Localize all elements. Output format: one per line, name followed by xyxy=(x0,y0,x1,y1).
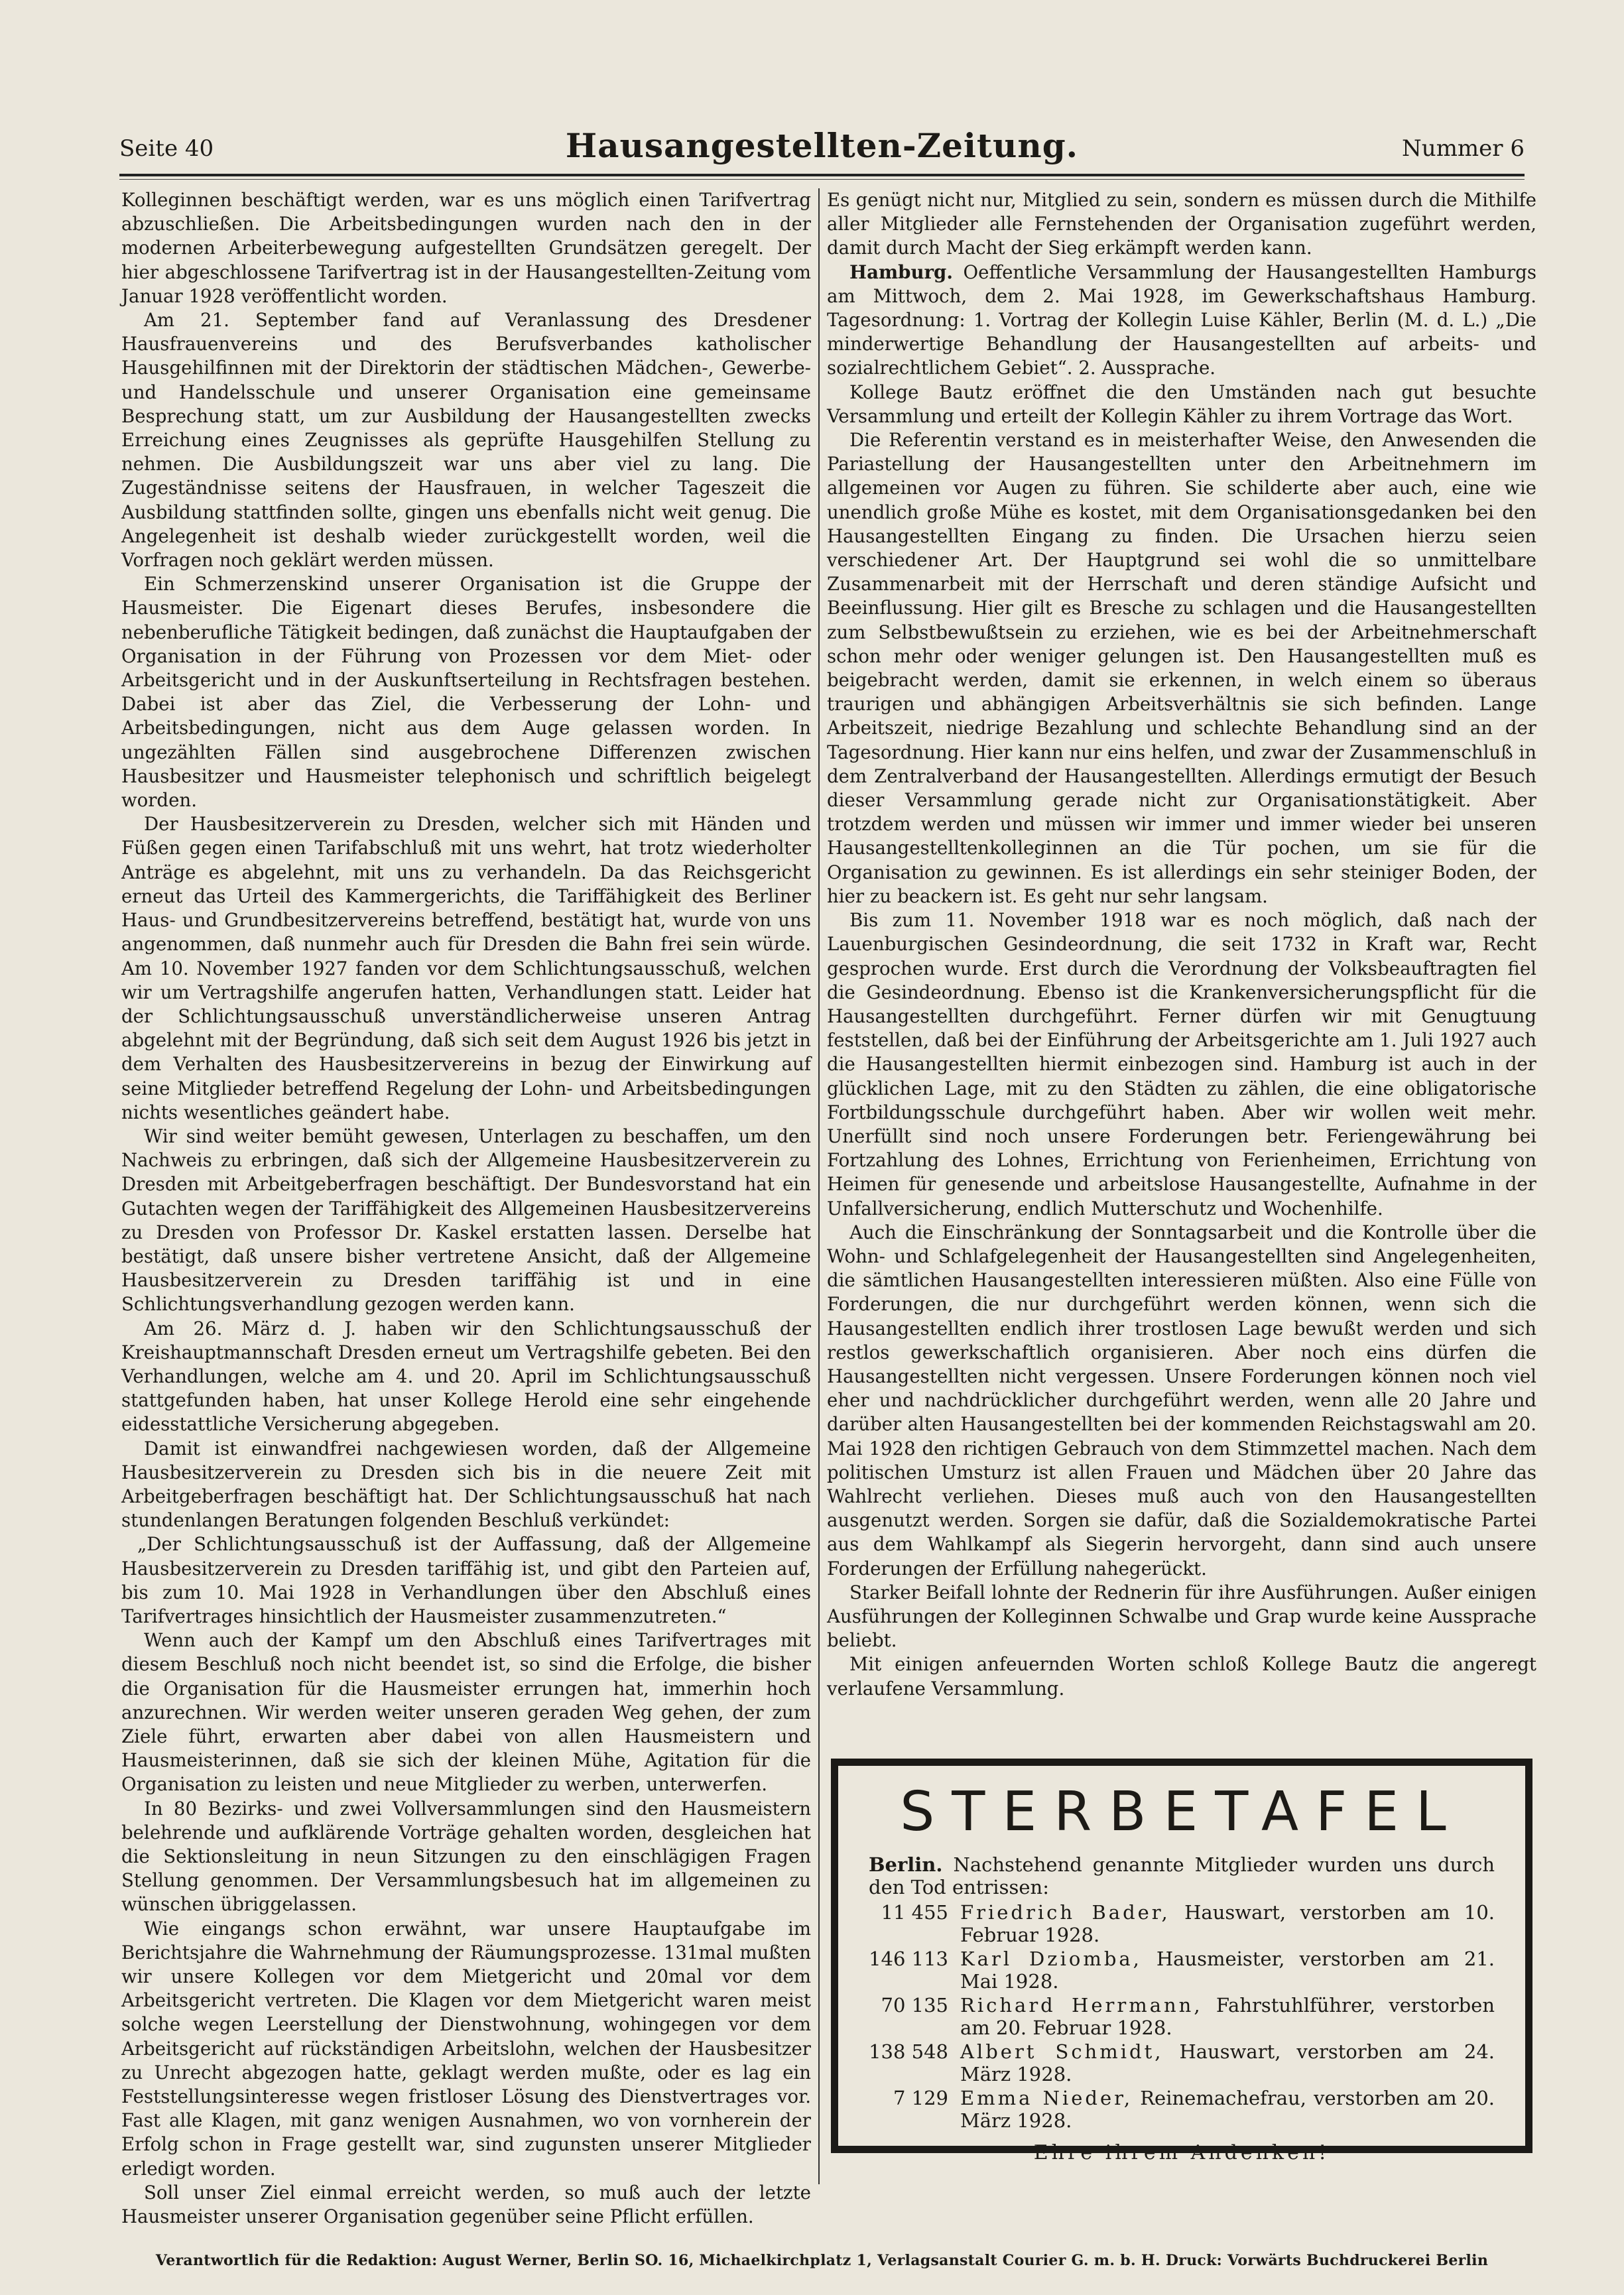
paragraph: Es genügt nicht nur, Mitglied zu sein, sondern es müssen durch die Mithilfe aller Mitglieder alle Fernstehenden der Organisation zugeführt werden, damit durch Macht der Sieg erkämpft werden kann. xyxy=(827,189,1536,259)
obituary-entry xyxy=(869,2040,1495,2085)
paragraph: Starker Beifall lohnte der Rednerin für ihre Ausführungen. Außer einigen Ausführungen der Kolleginnen Schwalbe und Grap wurde keine Aussprache beliebt. xyxy=(827,1581,1536,1652)
paragraph: Wenn auch der Kampf um den Abschluß eines Tarifvertrages mit diesem Beschluß noch nicht beendet ist, so sind die Erfolge, die bisher die Organisation für die Hausmeister errungen hat, immerhin hoch anzurechnen. Wir werden weiter unseren geraden Weg gehen, der zum Ziele führt, erwarten aber dabei von allen Hausmeistern und Hausmeisterinnen, daß sie sich der kleinen Mühe, Agitation für die Organisation zu leisten und neue Mitglieder zu werben, unterwerfen. xyxy=(121,1629,811,1796)
paragraph: Die Referentin verstand es in meisterhafter Weise, den Anwesenden die Pariastellung der Hausangestellten unter den Arbeitnehmern im allgemeinen vor Augen zu führen. Sie schilderte aber auch, eine wie unendlich große Mühe es kostet, mit dem Organisationsgedanken bei den Hausangestellten Eingang zu finden. Die Ursachen hierzu seien verschiedener Art. Der Hauptgrund sei wohl die so unmittelbare Zusammenarbeit mit der Herrschaft und deren ständige Aufsicht und Beeinflussung. Hier gilt es Bresche zu schlagen und die Hausangestellten zum Selbstbewußtsein zu erziehen, wie es bei der Arbeitnehmerschaft schon mehr oder weniger gelungen ist. Den Hausangestellten muß es beigebracht werden, damit sie erkennen, in welch einem so überaus traurigen und abhängigen Arbeitsverhältnis sie sich befinden. Lange Arbeitszeit, niedrige Bezahlung und schlechte Behandlung sind an der Tagesordnung. Hier kann nur eins helfen, und zwar der Zusammenschluß in dem Zentralverband der Hausangestellten. Allerdings ermutigt der Besuch dieser Versammlung gerade nicht zur Organisationstätigkeit. Aber trotzdem werden und müssen wir immer und immer wieder bei unseren Hausangestelltenkolleginnen an die Tür pochen, um sie für die Organisation zu gewinnen. Es ist allerdings ein sehr steiniger Boden, der hier zu beackern ist. Es geht nur sehr langsam. xyxy=(827,429,1536,907)
member-number: 11 455 xyxy=(881,1901,948,1924)
imprint-footer: Verantwortlich für die Redaktion: August Werner, Berlin SO. 16, Michaelkirchplatz 1, Verlagsanstalt Courier G. m. b. H. Druck: Vorwärts Buchdruckerei Berlin xyxy=(155,2252,1489,2269)
paragraph: Auch die Einschränkung der Sonntagsarbeit und die Kontrolle über die Wohn- und Schlafgelegenheit der Hausangestellten sind Angelegenheiten, die sämtlichen Hausangestellten interessieren müßten. Also eine Fülle von Forderungen, die nur durchgeführt werden können, wenn sich die Hausangestellten endlich ihrer trostlosen Lage bewußt werden und sich restlos gewerkschaftlich organisieren. Aber noch eins dürfen die Hausangestellten nicht vergessen. Unsere Forderungen können noch viel eher und nachdrücklicher durchgeführt werden, wenn alle 20 Jahre und darüber alten Hausangestellten bei der kommenden Reichstagswahl am 20. Mai 1928 den richtigen Gebrauch von dem Stimmzettel machen. Nach dem politischen Umsturz ist allen Frauen und Mädchen über 20 Jahre das Wahlrecht verliehen. Dieses muß auch von den Hausangestellten ausgenutzt werden. Sorgen sie dafür, daß die Sozialdemokratische Partei aus dem Wahlkampf als Siegerin hervorgeht, dann sind auch unsere Forderungen der Erfüllung nahegerückt. xyxy=(827,1221,1536,1580)
member-details: Hauswart, verstorben am 10. Februar 1928. xyxy=(960,1901,1495,1946)
member-name: Richard Herrmann, xyxy=(960,1994,1203,2016)
obituary-entry-text xyxy=(960,1948,1495,1993)
obituary-entry-text xyxy=(960,2040,1495,2085)
member-number: 146 113 xyxy=(869,1948,948,1970)
right-column xyxy=(827,188,1536,1733)
paragraph: Kolleginnen beschäftigt werden, war es uns möglich einen Tarifvertrag abzuschließen. Die Arbeitsbedingungen wurden nach den in der modernen Arbeiterbewegung aufgestellten Grundsätzen geregelt. Der hier abgeschlossene Tarifvertrag ist in der Hausangestellten-Zeitung vom Januar 1928 veröffentlicht worden. xyxy=(121,189,811,307)
paragraph: Soll unser Ziel einmal erreicht werden, so muß auch der letzte Hausmeister unserer Organisation gegenüber seine Pflicht erfüllen. xyxy=(121,2181,811,2228)
paragraph: Am 26. März d. J. haben wir den Schlichtungsausschuß der Kreishauptmannschaft Dresden erneut um Vertragshilfe gebeten. Bei den Verhandlungen, welche am 4. und 20. April im Schlichtungsausschuß stattgefunden haben, hat unser Kollege Herold eine sehr eingehende eidesstattliche Versicherung abgegeben. xyxy=(121,1317,811,1436)
obituary-intro-text: Nachstehend genannte Mitglieder wurden uns durch den Tod entrissen: xyxy=(869,1853,1495,1898)
obituary-entry-text xyxy=(960,2087,1495,2132)
paragraph: Kollege Bautz eröffnet die den Umständen nach gut besuchte Versammlung und erteilt der Kollegin Kähler zu ihrem Vortrage das Wort. xyxy=(827,381,1536,427)
paragraph: Am 21. September fand auf Veranlassung des Dresdener Hausfrauenvereins und des Berufsverbandes katholischer Hausgehilfinnen mit der Direktorin der städtischen Mädchen-, Gewerbe- und Handelsschule und unserer Organisation eine gemeinsame Besprechung statt, um zur Ausbildung der Hausangestellten zwecks Erreichung eines Zeugnisses als geprüfte Hausgehilfen Stellung zu nehmen. Die Ausbildungszeit war uns aber viel zu lang. Die Zugeständnisse seitens der Hausfrauen, in welcher Tageszeit die Ausbildung stattfinden sollte, gingen uns ebenfalls nicht weit genug. Die Angelegenheit ist deshalb wieder zurückgestellt worden, weil die Vorfragen noch geklärt werden müssen. xyxy=(121,309,811,572)
quoted-decision: „Der Schlichtungsausschuß ist der Auffassung, daß der Allgemeine Hausbesitzerverein zu Dresden tariffähig ist, und gibt den Parteien auf, bis zum 10. Mai 1928 in Verhandlungen über den Abschluß eines Tarifvertrages hinsichtlich der Hausmeister zusammenzutreten.“ xyxy=(121,1533,811,1627)
paragraph-text: Oeffentliche Versammlung der Hausangestellten Hamburgs am Mittwoch, dem 2. Mai 1928, im Gewerkschaftshaus Hamburg. Tagesordnung: 1. Vortrag der Kollegin Luise Kähler, Berlin (M. d. L.) „Die minderwertige Behandlung der Hausangestellten auf arbeits- und sozialrechtlichem Gebiet“. 2. Aussprache. xyxy=(827,261,1536,379)
paragraph: Wie eingangs schon erwähnt, war unsere Hauptaufgabe im Berichtsjahre die Wahrnehmung der Räumungsprozesse. 131mal mußten wir unsere Kollegen vor dem Mietgericht und 20mal vor dem Arbeitsgericht vertreten. Die Klagen vor dem Mietgericht waren meist solche wegen Leerstellung der Dienstwohnung, wohingegen vor dem Arbeitsgericht auf rückständigen Arbeitslohn, welchen der Hausbesitzer zu Unrecht abgezogen hatte, geklagt werden mußte, oder es lag ein Feststellungsinteresse wegen fristloser Lösung des Dienstvertrages vor. Fast alle Klagen, mit ganz wenigen Ausnahmen, wo von vornherein der Erfolg schon in Frage gestellt war, sind zugunsten unserer Mitglieder erledigt worden. xyxy=(121,1917,811,2180)
obituary-intro xyxy=(869,1853,1495,1898)
header-rule-thin xyxy=(119,179,1525,180)
member-details: Hausmeister, verstorben am 21. Mai 1928. xyxy=(960,1948,1495,1993)
paragraph: Der Hausbesitzerverein zu Dresden, welcher sich mit Händen und Füßen gegen einen Tarifabschluß mit uns wehrt, hat trotz wiederholter Anträge es abgelehnt, mit uns zu verhandeln. Da das Reichsgericht erneut das Urteil des Kammergerichts, die Tariffähigkeit des Berliner Haus- und Grundbesitzervereins betreffend, bestätigt hat, wurde von uns angenommen, daß nunmehr auch für Dresden die Bahn frei sein würde. Am 10. November 1927 fanden vor dem Schlichtungsausschuß, welchen wir um Vertragshilfe angerufen hatten, Verhandlungen statt. Leider hat der Schlichtungsausschuß unverständlicherweise unseren Antrag abgelehnt mit der Begründung, daß sich seit dem August 1926 bis jetzt in dem Verhalten des Hausbesitzervereins in bezug der Einwirkung auf seine Mitglieder betreffend Regelung der Lohn- und Arbeitsbedingungen nichts wesentliches geändert habe. xyxy=(121,813,811,1123)
newspaper-title: Hausangestellten-Zeitung. xyxy=(565,126,1079,165)
obituary-title: STERBETAFEL xyxy=(900,1780,1464,1843)
column-divider xyxy=(818,188,820,2184)
paragraph: Damit ist einwandfrei nachgewiesen worden, daß der Allgemeine Hausbesitzerverein zu Dresden sich bis in die neuere Zeit mit Arbeitgeberfragen beschäftigt hat. Der Schlichtungsausschuß hat nach stundenlangen Beratungen folgenden Beschluß verkündet: xyxy=(121,1437,811,1532)
obituary-entry xyxy=(869,1901,1495,1946)
paragraph xyxy=(827,261,1536,381)
issue-number: Nummer 6 xyxy=(1402,135,1525,162)
header-rule xyxy=(119,174,1525,176)
member-number: 70 135 xyxy=(881,1994,948,2016)
paragraph: In 80 Bezirks- und zwei Vollversammlungen sind den Hausmeistern belehrende und aufklärende Vorträge gehalten worden, desgleichen hat die Sektionsleitung in neun Sitzungen zu den einschlägigen Fragen Stellung genommen. Der Versammlungsbesuch hat im allgemeinen zu wünschen übriggelassen. xyxy=(121,1797,811,1916)
page-number: Seite 40 xyxy=(119,135,214,162)
member-name: Albert Schmidt, xyxy=(960,2040,1164,2063)
paragraph: Ein Schmerzenskind unserer Organisation ist die Gruppe der Hausmeister. Die Eigenart dieses Berufes, insbesondere die nebenberufliche Tätigkeit bedingen, daß zunächst die Hauptaufgaben der Organisation in der Führung von Prozessen vor dem Miet- oder Arbeitsgericht und in der Auskunftserteilung in Rechtsfragen bestehen. Dabei ist aber das Ziel, die Verbesserung der Lohn- und Arbeitsbedingungen, nicht aus dem Auge gelassen worden. In ungezählten Fällen sind ausgebrochene Differenzen zwischen Hausbesitzer und Hausmeister telephonisch und schriftlich beigelegt worden. xyxy=(121,573,811,812)
obituary-box xyxy=(831,1759,1532,2164)
obituary-place: Berlin. xyxy=(869,1853,943,1876)
member-name: Friedrich Bader, xyxy=(960,1901,1170,1924)
paragraph: Bis zum 11. November 1918 war es noch möglich, daß nach der Lauenburgischen Gesindeordnung, die seit 1732 in Kraft war, Recht gesprochen wurde. Erst durch die Verordnung der Volksbeauftragten fiel die Gesindeordnung. Ebenso ist die Krankenversicherungspflicht für die Hausangestellten durchgeführt. Ferner dürfen wir mit Genugtuung feststellen, daß bei der Einführung der Arbeitsgerichte am 1. Juli 1927 auch die Hausangestellten hiermit einbezogen sind. Hamburg ist auch in der glücklichen Lage, mit zu den Städten zu zählen, die eine obligatorische Fortbildungsschule durchgeführt haben. Aber wir wollen weit mehr. Unerfüllt sind noch unsere Forderungen betr. Feriengewährung bei Fortzahlung des Lohnes, Errichtung von Ferienheimen, Errichtung von Heimen für genesende und arbeitslose Hausangestellte, Aufnahme in der Unfallversicherung, endlich Mutterschutz und Wochenhilfe. xyxy=(827,909,1536,1219)
obituary-entry-text xyxy=(960,1994,1495,2039)
member-details: Fahrstuhlführer, verstorben am 20. Februar 1928. xyxy=(960,1994,1495,2039)
paragraph: Wir sind weiter bemüht gewesen, Unterlagen zu beschaffen, um den Nachweis zu erbringen, daß sich der Allgemeine Hausbesitzerverein zu Dresden mit Arbeitgeberfragen beschäftigt. Der Bundesvorstand hat ein Gutachten wegen der Tariffähigkeit des Allgemeinen Hausbesitzervereins zu Dresden von Professor Dr. Kaskel erstatten lassen. Derselbe hat bestätigt, daß unsere bisher vertretene Ansicht, daß der Allgemeine Hausbesitzerverein zu Dresden tariffähig ist und in eine Schlichtungsverhandlung gezogen werden kann. xyxy=(121,1125,811,1316)
member-details: Reinemachefrau, verstorben am 20. März 1928. xyxy=(960,2087,1495,2132)
obituary-entry xyxy=(869,2087,1495,2132)
obituary-entry xyxy=(869,1948,1495,1993)
obituary-closing: Ehre ihrem Andenken! xyxy=(1033,2141,1330,2164)
member-name: Emma Nieder, xyxy=(960,2087,1133,2109)
paragraph: Mit einigen anfeuernden Worten schloß Kollege Bautz die angeregt verlaufene Versammlung. xyxy=(827,1653,1536,1700)
obituary-entry-text xyxy=(960,1901,1495,1946)
member-number: 138 548 xyxy=(869,2040,948,2063)
left-column xyxy=(121,188,811,2290)
obituary-entry xyxy=(869,1994,1495,2039)
page-header xyxy=(119,126,1525,172)
place-heading: Hamburg. xyxy=(849,261,953,283)
member-name: Karl Dziomba, xyxy=(960,1948,1142,1970)
member-number: 7 129 xyxy=(893,2087,948,2109)
member-details: Hauswart, verstorben am 24. März 1928. xyxy=(960,2040,1495,2085)
